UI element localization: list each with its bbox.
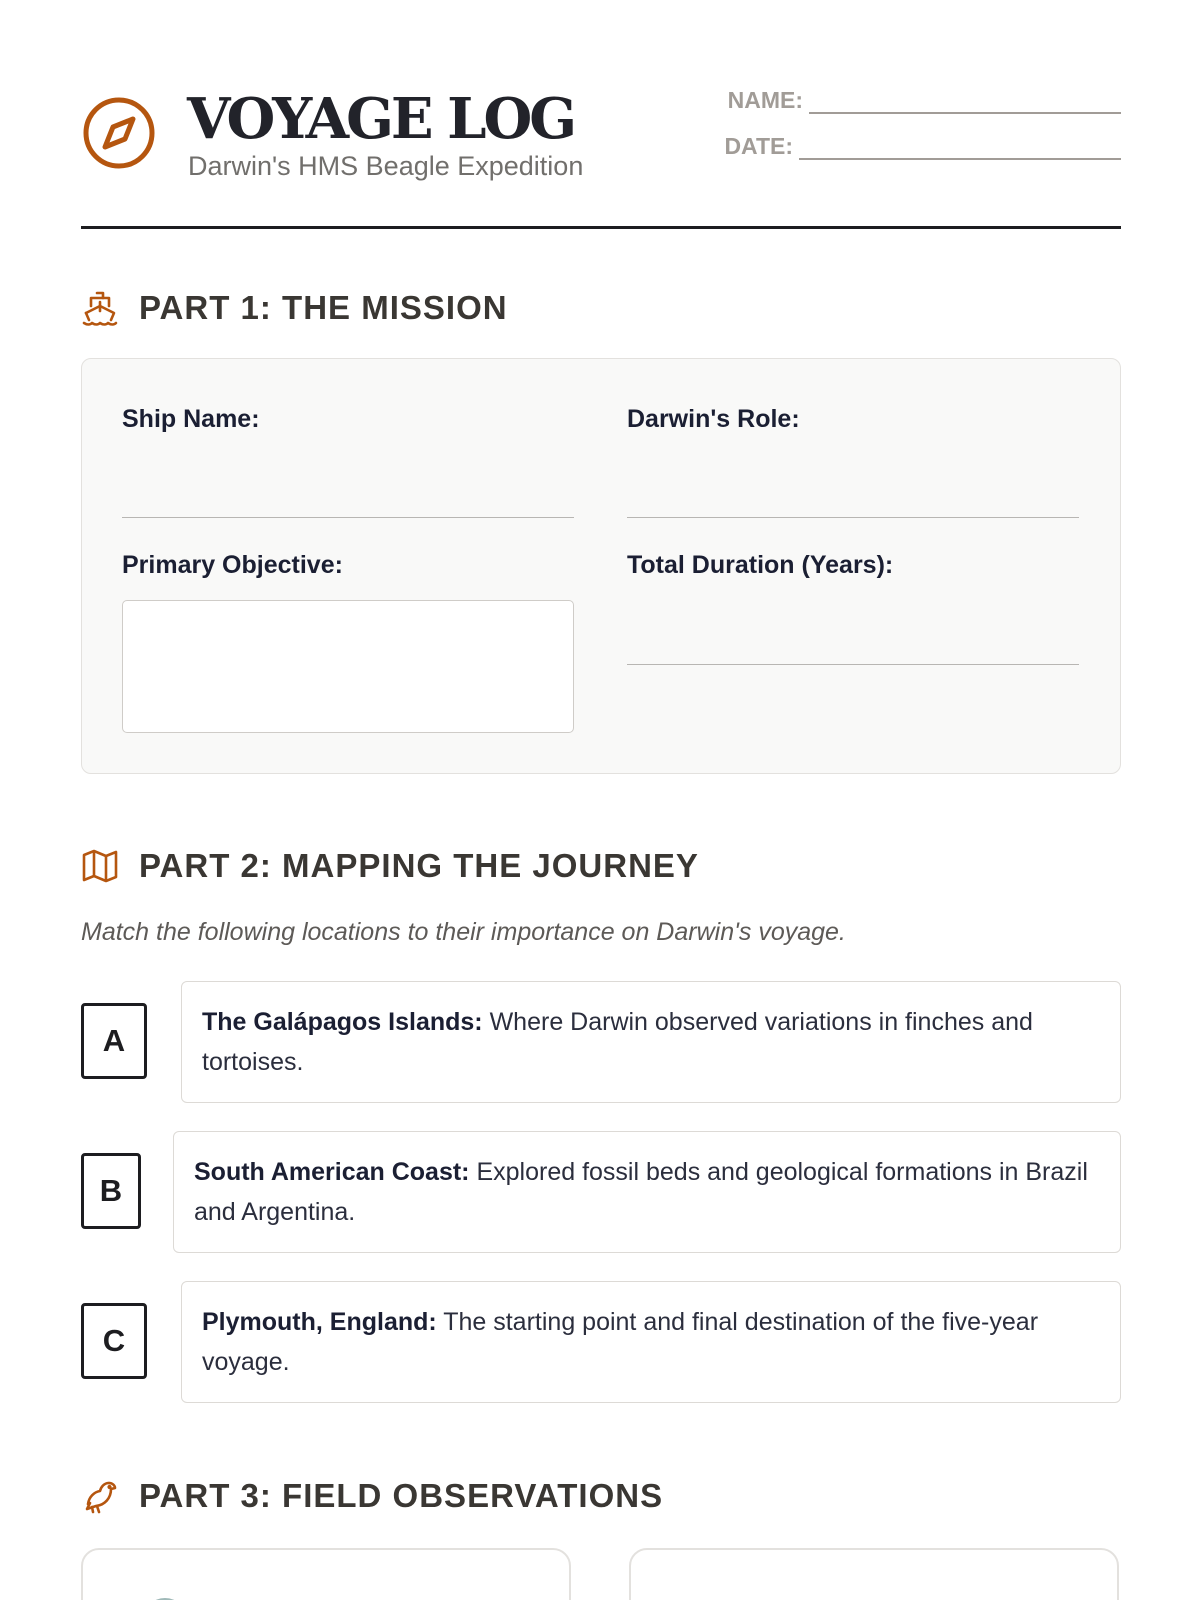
part3-heading-label: PART 3: FIELD OBSERVATIONS [139,1477,664,1514]
match-letter-a[interactable]: A [81,1003,147,1079]
match-description: The starting point and final destination of the five-year voyage. [202,1308,1039,1376]
name-field[interactable] [728,80,1121,114]
match-description: Where Darwin observed variations in finches and tortoises. [202,1008,1033,1076]
match-description: Explored fossil beds and geological formations in Brazil and Argentina. [194,1158,1088,1226]
part1-heading [81,288,508,328]
primary-objective-label: Primary Objective: [122,551,343,579]
darwins-role-label: Darwin's Role: [627,405,800,433]
primary-objective-answer-box[interactable] [122,600,574,733]
match-card-galapagos [181,981,1121,1103]
page-title: VOYAGE LOG [187,86,575,152]
total-duration-answer-line[interactable] [627,664,1079,665]
ship-name-answer-line[interactable] [122,517,574,518]
bird-icon [81,1477,119,1515]
worksheet-page [81,0,1121,1600]
match-card-south-america [173,1131,1121,1253]
matching-instructions: Match the following locations to their importance on Darwin's voyage. [81,918,846,946]
match-letter-c[interactable]: C [81,1303,147,1379]
part2-heading [81,846,699,886]
match-place-name: The Galápagos Islands: [202,1008,483,1036]
part3-heading [81,1476,663,1516]
header [81,88,1121,228]
page-subtitle: Darwin's HMS Beagle Expedition [188,151,584,181]
map-icon [81,847,119,885]
date-label: DATE: [724,133,793,159]
ship-name-label: Ship Name: [122,405,260,433]
observation-card-2[interactable] [629,1548,1119,1600]
name-blank-line[interactable] [809,88,1121,114]
part1-heading-label: PART 1: THE MISSION [139,289,508,326]
date-blank-line[interactable] [799,134,1121,160]
match-card-plymouth [181,1281,1121,1403]
match-letter-b[interactable]: B [81,1153,141,1229]
ship-icon [81,289,119,327]
compass-icon [81,95,157,171]
header-divider [81,226,1121,229]
match-place-name: South American Coast: [194,1158,470,1186]
mission-panel [81,358,1121,774]
darwins-role-answer-line[interactable] [627,517,1079,518]
name-label: NAME: [727,87,803,113]
date-field[interactable] [724,126,1121,160]
total-duration-label: Total Duration (Years): [627,551,894,579]
part2-heading-label: PART 2: MAPPING THE JOURNEY [139,847,699,884]
observation-card-1[interactable] [81,1548,571,1600]
match-place-name: Plymouth, England: [202,1308,437,1336]
